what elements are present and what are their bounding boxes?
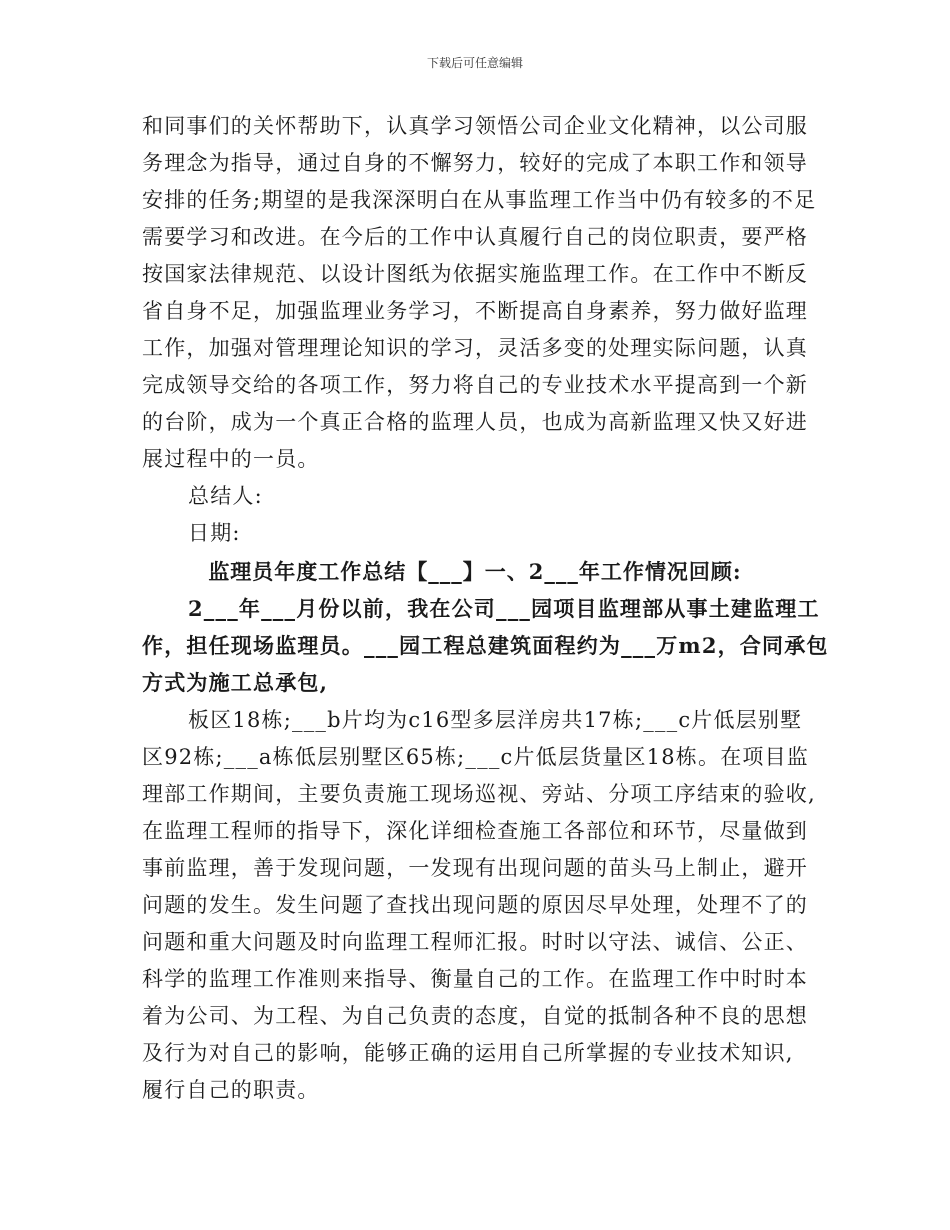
date-label: 日期: <box>188 521 241 545</box>
paragraph-line: 工作，加强对管理理论知识的学习，灵活多变的处理实际问题，认真 <box>142 336 808 360</box>
paragraph-line: 展过程中的一员。 <box>142 447 320 471</box>
paragraph-line: 省自身不足，加强监理业务学习，不断提高自身素养，努力做好监理 <box>142 299 808 323</box>
bold-paragraph-line: 2___年___月份以前，我在公司___园项目监理部从事土建监理工 <box>188 596 820 621</box>
paragraph-line: 区92栋;___a栋低层别墅区65栋;___c片低层货量区18栋。在项目监 <box>142 745 809 769</box>
section-title: 监理员年度工作总结【___】一、2___年工作情况回顾: <box>208 559 742 584</box>
paragraph-line: 安排的任务;期望的是我深深明白在从事监理工作当中仍有较多的不足 <box>142 188 817 212</box>
paragraph-line: 务理念为指导，通过自身的不懈努力，较好的完成了本职工作和领导 <box>142 151 808 175</box>
paragraph-line: 着为公司、为工程、为自己负责的态度，自觉的抵制各种不良的思想 <box>142 1004 808 1028</box>
bold-paragraph-line: 作，担任现场监理员。___园工程总建筑面程约为___万m2，合同承包 <box>142 633 829 658</box>
bold-paragraph-line: 方式为施工总承包, <box>142 670 329 695</box>
paragraph-line: 板区18栋;___b片均为c16型多层洋房共17栋;___c片低层别墅 <box>188 708 803 732</box>
paragraph-line: 的台阶，成为一个真正合格的监理人员，也成为高新监理又快又好进 <box>142 410 808 434</box>
paragraph-line: 问题的发生。发生问题了查找出现问题的原因尽早处理，处理不了的 <box>142 893 808 917</box>
paragraph-line: 按国家法律规范、以设计图纸为依据实施监理工作。在工作中不断反 <box>142 262 808 286</box>
paragraph-line: 和同事们的关怀帮助下，认真学习领悟公司企业文化精神，以公司服 <box>142 114 808 138</box>
paragraph-line: 及行为对自己的影响，能够正确的运用自己所掌握的专业技术知识, <box>142 1041 794 1065</box>
paragraph-line: 理部工作期间，主要负责施工现场巡视、旁站、分项工序结束的验收, <box>142 782 816 806</box>
paragraph-line: 问题和重大问题及时向监理工程师汇报。时时以守法、诚信、公正、 <box>142 930 808 954</box>
paragraph-line: 完成领导交给的各项工作，努力将自己的专业技术水平提高到一个新 <box>142 373 808 397</box>
paragraph-line: 在监理工程师的指导下，深化详细检查施工各部位和环节，尽量做到 <box>142 819 808 843</box>
page-header-note: 下载后可任意编辑 <box>426 56 523 70</box>
paragraph-line: 事前监理，善于发现问题，一发现有出现问题的苗头马上制止，避开 <box>142 856 808 880</box>
paragraph-line: 需要学习和改进。在今后的工作中认真履行自己的岗位职责，要严格 <box>142 225 808 249</box>
summarizer-label: 总结人: <box>188 484 263 508</box>
paragraph-line: 科学的监理工作准则来指导、衡量自己的工作。在监理工作中时时本 <box>142 967 808 991</box>
paragraph-line: 履行自己的职责。 <box>142 1078 320 1102</box>
